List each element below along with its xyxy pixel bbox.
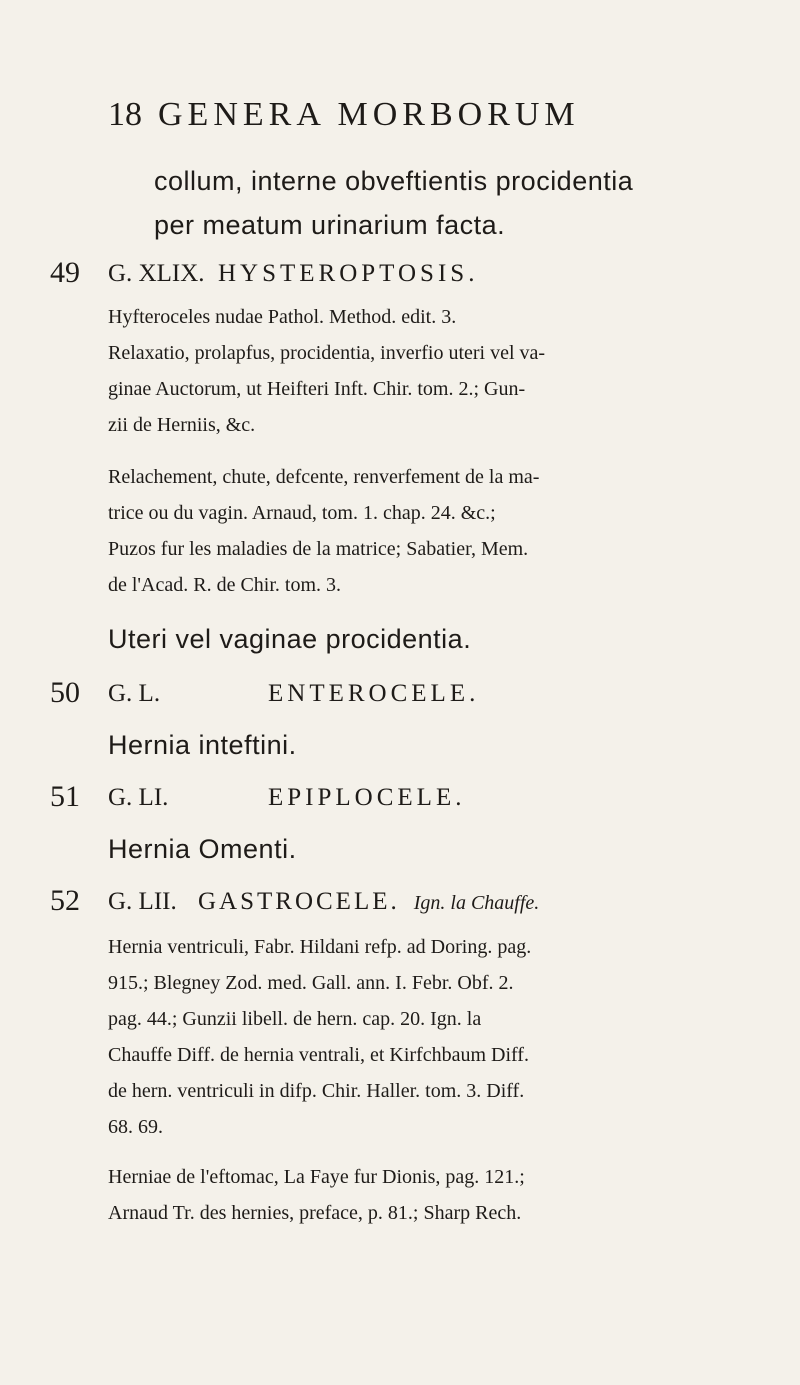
- running-title: GENERA MORBORUM: [158, 96, 580, 133]
- synonym-line: zii de Herniis, &c.: [108, 414, 256, 436]
- genus-heading: [108, 784, 465, 812]
- synonym-line: trice ou du vagin. Arnaud, tom. 1. chap. 24. &c.;: [108, 502, 496, 524]
- synonym-line: Relaxatio, prolapfus, procidentia, inverfio uteri vel va-: [108, 342, 546, 364]
- synonym-line: Arnaud Tr. des hernies, preface, p. 81.; Sharp Rech.: [108, 1202, 522, 1224]
- entry-number: 51: [50, 780, 80, 813]
- running-header: [108, 96, 580, 134]
- synonym-line: 915.; Blegney Zod. med. Gall. ann. I. Febr. Obf. 2.: [108, 972, 514, 994]
- intro-line: per meatum urinarium facta.: [154, 210, 506, 240]
- entry-number: 49: [50, 256, 80, 289]
- genus-name: GASTROCELE.: [198, 888, 400, 915]
- genus-heading: [108, 680, 479, 708]
- page-number: 18: [108, 96, 142, 133]
- entry-subtitle: Uteri vel vaginae procidentia.: [108, 624, 472, 654]
- entry-number: 52: [50, 884, 80, 917]
- genus-code: G. XLIX.: [108, 260, 205, 287]
- genus-name: EPIPLOCELE.: [268, 784, 466, 811]
- genus-code: G. L.: [108, 680, 161, 707]
- genus-heading: [108, 260, 478, 288]
- synonym-line: Hyfteroceles nudae Pathol. Method. edit. 3.: [108, 306, 457, 328]
- genus-code: G. LI.: [108, 784, 169, 811]
- synonym-line: de l'Acad. R. de Chir. tom. 3.: [108, 574, 342, 596]
- synonym-line: Chauffe Diff. de hernia ventrali, et Kirfchbaum Diff.: [108, 1044, 529, 1066]
- intro-line: collum, interne obveftientis procidentia: [154, 166, 634, 196]
- genus-authority: Ign. la Chauffe.: [413, 892, 540, 914]
- entry-subtitle: Hernia inteftini.: [108, 730, 297, 760]
- genus-code: G. LII.: [108, 888, 177, 915]
- genus-name: ENTEROCELE.: [268, 680, 480, 707]
- synonym-line: Herniae de l'eftomac, La Faye fur Dionis, pag. 121.;: [108, 1166, 525, 1188]
- synonym-line: ginae Auctorum, ut Heifteri Inft. Chir. tom. 2.; Gun-: [108, 378, 526, 400]
- entry-number: 50: [50, 676, 80, 709]
- entry-subtitle: Hernia Omenti.: [108, 834, 297, 864]
- genus-heading: [108, 888, 539, 916]
- synonym-line: pag. 44.; Gunzii libell. de hern. cap. 20. Ign. la: [108, 1008, 482, 1030]
- synonym-line: 68. 69.: [108, 1116, 163, 1138]
- genus-name: HYSTEROPTOSIS.: [218, 260, 479, 287]
- synonym-line: de hern. ventriculi in difp. Chir. Haller. tom. 3. Diff.: [108, 1080, 525, 1102]
- synonym-line: Puzos fur les maladies de la matrice; Sabatier, Mem.: [108, 538, 529, 560]
- synonym-line: Hernia ventriculi, Fabr. Hildani refp. ad Doring. pag.: [108, 936, 532, 958]
- synonym-line: Relachement, chute, defcente, renverfement de la ma-: [108, 466, 540, 488]
